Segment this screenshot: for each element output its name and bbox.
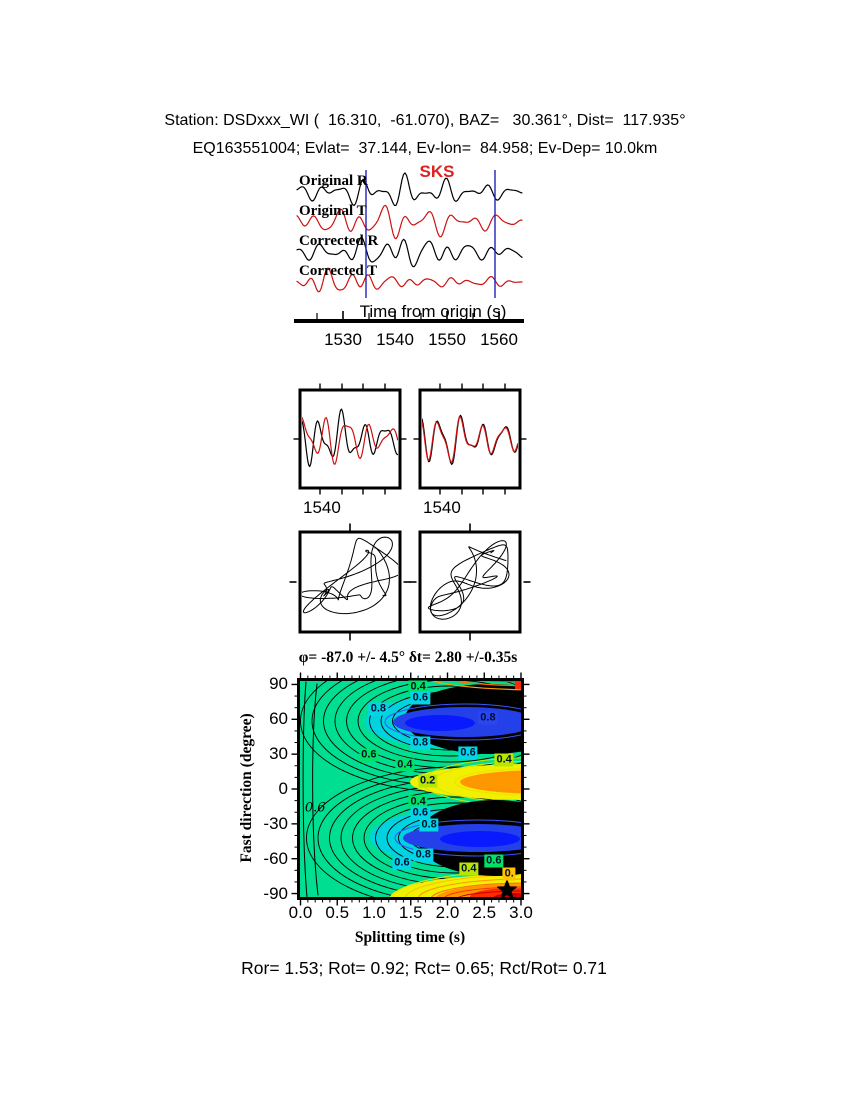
blue-core-upper: [405, 715, 475, 731]
contour-x-tick-label-1.0: 1.0: [362, 903, 386, 922]
contour-value-label-0.6: 0.6: [394, 856, 410, 869]
contour-value-label-0.6: 0.6: [486, 854, 502, 867]
contour-value-label-0.4: 0.4: [397, 758, 413, 771]
particle-motion-left-frame: [300, 532, 400, 632]
contour-value-label-0.6: 0.6: [412, 806, 428, 819]
contour-value-label-0.6: 0.6: [412, 691, 428, 704]
contour-y-tick-label--90: -90: [263, 883, 288, 903]
time-tick-label-1560: 1560: [480, 330, 518, 349]
contour-x-tick-label-0.5: 0.5: [325, 903, 350, 922]
contour-value-label-0.8: 0.8: [415, 848, 431, 861]
trace-label-corrected-t: Corrected T: [299, 263, 378, 279]
contour-value-label-0.8: 0.8: [421, 818, 437, 831]
window-panel-left-frame: [300, 390, 400, 488]
contour-title: φ= -87.0 +/- 4.5° δt= 2.80 +/-0.35s: [298, 649, 518, 666]
misfit-contour-map: [292, 650, 663, 927]
hodogram-right: [428, 541, 509, 620]
trace-label-original-t: Original T: [299, 203, 367, 219]
time-tick-label-1530: 1530: [324, 330, 362, 349]
contour-x-tick-label-2.5: 2.5: [472, 903, 497, 922]
contour-value-label-0.8: 0.8: [412, 736, 428, 749]
window-left-tick-label: 1540: [303, 498, 341, 517]
stats-footer: Ror= 1.53; Rot= 0.92; Rct= 0.65; Rct/Rot= 0.71: [241, 958, 607, 978]
contour-y-tick-label--60: -60: [263, 848, 288, 868]
contour-value-label-0.: 0.: [504, 867, 514, 880]
time-axis-label: Time from origin (s): [359, 302, 507, 321]
contour-y-tick-label-60: 60: [269, 709, 288, 729]
contour-y-tick-label-90: 90: [269, 674, 288, 694]
particle-motion-panels: [290, 524, 531, 641]
contour-y-tick-label-0: 0: [278, 779, 288, 798]
event-info-line: EQ163551004; Evlat= 37.144, Ev-lon= 84.958; Ev-Dep= 10.0km: [192, 140, 658, 157]
window-waveform-panels: [294, 384, 527, 495]
window-wave-right-red: [422, 417, 518, 462]
window-panel-right-frame: [420, 390, 520, 488]
contour-value-label-0.6: 0.6: [460, 746, 476, 759]
station-info-line: Station: DSDxxx_WI ( 16.310, -61.070), BAZ= 30.361°, Dist= 117.935°: [164, 112, 686, 129]
contour-y-tick-label--30: -30: [263, 813, 288, 833]
window-wave-left-black: [302, 409, 398, 466]
contour-value-label-0.4: 0.4: [496, 753, 512, 766]
time-tick-label-1540: 1540: [376, 330, 414, 349]
contour-value-label-0.6: 0.6: [304, 800, 326, 816]
top-right-red: [515, 680, 521, 689]
tongue-yellow: [410, 764, 650, 800]
time-tick-label-1550: 1550: [428, 330, 466, 349]
contour-value-label-0.2: 0.2: [419, 774, 436, 787]
blue-core-lower: [440, 831, 520, 847]
contour-value-label-0.4: 0.4: [410, 680, 426, 693]
hodogram-left: [300, 537, 402, 614]
contour-value-label-0.6: 0.6: [361, 748, 377, 761]
window-right-tick-label: 1540: [423, 498, 461, 517]
contour-x-tick-label-1.5: 1.5: [398, 903, 423, 922]
contour-value-label-0.4: 0.4: [410, 795, 426, 808]
top-contour: [444, 668, 646, 686]
contour-value-label-0.8: 0.8: [370, 702, 387, 715]
contour-x-tick-label-3.0: 3.0: [509, 903, 533, 922]
trace-label-corrected-r: Corrected R: [299, 233, 379, 249]
contour-value-label-0.8: 0.8: [480, 711, 496, 724]
trace-label-original-r: Original R: [299, 173, 368, 189]
phase-label-sks: SKS: [419, 162, 455, 181]
contour-value-label-0.4: 0.4: [461, 862, 477, 875]
contour-x-tick-label-0.0: 0.0: [288, 903, 313, 922]
contour-x-tick-label-2.0: 2.0: [435, 903, 460, 922]
contour-ylabel: Fast direction (degree): [238, 713, 255, 863]
top-contour: [428, 664, 662, 690]
tongue-orange: [460, 770, 630, 794]
contour-y-tick-label-30: 30: [269, 744, 288, 764]
contour-xlabel: Splitting time (s): [354, 929, 466, 946]
